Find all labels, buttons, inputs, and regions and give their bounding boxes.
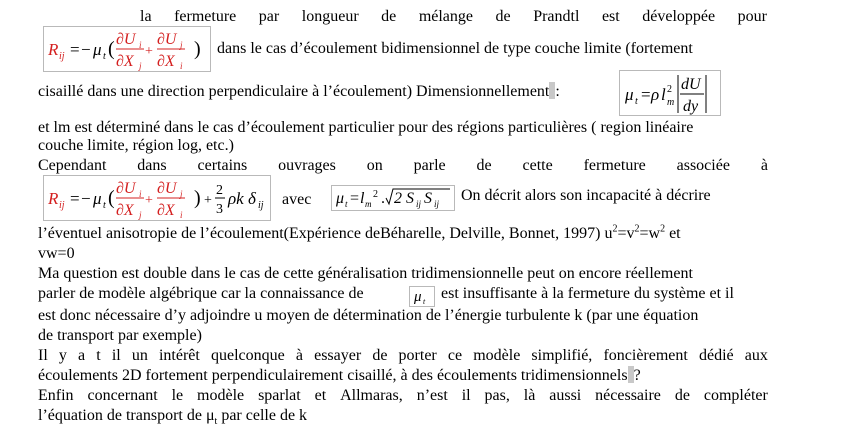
p5-line1-word: nécessaire bbox=[595, 387, 661, 404]
m-dU: dU bbox=[681, 76, 701, 93]
p4-line1-word: de bbox=[372, 347, 388, 364]
h-ij2: ij bbox=[434, 199, 440, 209]
p1-line4: et lm est déterminé dans le cas d’écoulement particulier pour des régions particulières ( region linéaire bbox=[38, 119, 694, 136]
p5-line1-word: concernant bbox=[87, 387, 158, 404]
svg-text:S: S bbox=[424, 190, 432, 207]
g-dXj: ∂X bbox=[116, 202, 134, 219]
m-dy: dy bbox=[683, 98, 699, 115]
f-mu: μ bbox=[93, 40, 102, 59]
p2-line1-word: de bbox=[476, 157, 492, 174]
p2-line3 bbox=[38, 224, 681, 244]
h-sq: 2 bbox=[373, 189, 378, 200]
m-m: m bbox=[667, 97, 675, 108]
m-rho: ρ bbox=[651, 85, 660, 104]
sup-v: 2 bbox=[634, 223, 640, 235]
f-paren-close: ) bbox=[194, 38, 201, 60]
p4-line1-word: porter bbox=[398, 347, 437, 364]
p5-line1-word: Allmaras, bbox=[340, 387, 403, 404]
h-2S: 2 S bbox=[394, 190, 414, 207]
p5-line1-word: pas, bbox=[484, 387, 510, 404]
m-eq: = bbox=[641, 85, 651, 104]
g-t: t bbox=[103, 200, 106, 211]
h-eq: = bbox=[350, 190, 360, 207]
p2-eq2: =w bbox=[639, 225, 661, 242]
g-mu: μ bbox=[93, 189, 102, 208]
g-plus2: + bbox=[204, 193, 212, 208]
p1-line1-word: Prandtl bbox=[533, 8, 580, 25]
f-dUj: ∂U bbox=[157, 31, 177, 48]
p1-line1-word: la bbox=[140, 8, 152, 25]
g-i2: i bbox=[180, 210, 183, 220]
p4-line1-word: quelconque bbox=[210, 347, 285, 364]
p4-line1-word: il bbox=[111, 347, 121, 364]
p4-line1 bbox=[38, 346, 768, 366]
p5-line1-word: n’est bbox=[416, 387, 448, 404]
h-mu: μ bbox=[336, 190, 345, 207]
f-j2: j bbox=[180, 40, 183, 50]
p5-line1-word: de bbox=[674, 387, 690, 404]
p5-line1-word: là bbox=[523, 387, 536, 404]
p3-line2b: est insuffisante à la fermeture du système et il bbox=[441, 285, 734, 302]
formula-reynolds-stress-2d bbox=[43, 26, 211, 72]
g-j1: j bbox=[139, 210, 142, 220]
p2-line1 bbox=[38, 156, 768, 176]
p5-line2-b: par celle de k bbox=[217, 407, 308, 424]
f-dUi: ∂U bbox=[116, 31, 136, 48]
i-t: t bbox=[423, 297, 426, 306]
g-dUj: ∂U bbox=[157, 180, 177, 197]
g-rhokdelta: ρk δ bbox=[228, 189, 256, 208]
g-plus: + bbox=[145, 193, 153, 208]
p2-line1-word: parle bbox=[413, 157, 446, 174]
p1-line3 bbox=[38, 82, 560, 102]
sup-u: 2 bbox=[612, 223, 618, 235]
p4-line1-word: foncièrement bbox=[603, 347, 688, 364]
p4-line1-word: y bbox=[58, 347, 67, 364]
p2-end: et bbox=[665, 225, 681, 242]
g-paren-open: ( bbox=[108, 187, 115, 209]
p1-line2: dans le cas d’écoulement bidimensionnel de type couche limite (fortement bbox=[217, 40, 693, 57]
g-ij: ij bbox=[59, 200, 65, 211]
f-plus: + bbox=[145, 44, 153, 59]
g-minus: − bbox=[81, 189, 91, 208]
g-paren-close: ) bbox=[194, 187, 201, 209]
p5-line1-word: modèle bbox=[197, 387, 245, 404]
p4-line1-word: essayer bbox=[314, 347, 362, 364]
p5-line1-word: le bbox=[171, 387, 184, 404]
f-t: t bbox=[103, 51, 106, 62]
p3-line4: de transport par exemple) bbox=[38, 327, 202, 344]
g-three: 3 bbox=[216, 202, 223, 217]
p4-line2-text: écoulements 2D fortement perpendiculairement cisaillé, à des écoulements tridimensionnels bbox=[38, 367, 628, 384]
p4-line1-word: un bbox=[131, 347, 148, 364]
formula-3d-svg bbox=[44, 176, 270, 220]
f-dXj: ∂X bbox=[116, 53, 134, 70]
p1-line1-word: de bbox=[495, 8, 511, 25]
p4-line1-word: t bbox=[96, 347, 101, 364]
p4-line1-word: intérêt bbox=[158, 347, 200, 364]
p5-line1-word: aussi bbox=[549, 387, 582, 404]
p1-line5: couche limite, région log, etc.) bbox=[38, 137, 234, 154]
formula-mut-svg bbox=[332, 186, 454, 210]
sup-w: 2 bbox=[660, 223, 666, 235]
f-eq: = bbox=[70, 40, 80, 59]
m-l: l bbox=[661, 85, 666, 104]
p2-line1-word: Cependant bbox=[38, 157, 107, 174]
g-eq: = bbox=[70, 189, 80, 208]
p4-line1-word: modèle bbox=[473, 347, 521, 364]
h-dot: . bbox=[381, 190, 385, 207]
f-minus: − bbox=[81, 40, 91, 59]
g-j2: j bbox=[180, 189, 183, 199]
p2-after-formula: On décrit alors son incapacité à décrire bbox=[461, 187, 711, 204]
p2-eq1: =v bbox=[617, 225, 635, 242]
p5-line1-word: Enfin bbox=[38, 387, 74, 404]
h-l: l bbox=[360, 190, 365, 207]
p5-line2-a: l’équation de transport de μ bbox=[38, 407, 215, 424]
formula-mut-inline bbox=[409, 286, 435, 307]
h-m: m bbox=[365, 199, 372, 209]
f-ij: ij bbox=[59, 51, 65, 62]
p4-line1-word: Il bbox=[38, 347, 48, 364]
p3-line3: est donc nécessaire d’y adjoindre u moyen de détermination de l’énergie turbulente k (par une équation bbox=[38, 307, 699, 324]
p2-line4: vw=0 bbox=[38, 245, 75, 262]
formula-mut-inline-svg bbox=[410, 287, 434, 306]
p2-line1-word: fermeture bbox=[583, 157, 646, 174]
p2-line1-word: certains bbox=[197, 157, 248, 174]
h-ij1: ij bbox=[416, 199, 422, 209]
g-i1: i bbox=[139, 189, 142, 199]
p4-line1-word: simplifié, bbox=[531, 347, 593, 364]
p1-line1-word: par bbox=[258, 8, 280, 25]
p1-line1-word: est bbox=[601, 8, 620, 25]
p2-line1-word: à bbox=[760, 157, 768, 174]
f-paren-open: ( bbox=[108, 38, 115, 60]
f-dXi: ∂X bbox=[157, 53, 175, 70]
formula-mut-3d bbox=[331, 185, 455, 211]
formula-reynolds-stress-3d bbox=[43, 175, 271, 221]
p4-line1-word: aux bbox=[744, 347, 768, 364]
f-R: R bbox=[48, 40, 59, 59]
p1-line3-text: cisaillé dans une direction perpendiculaire à l’écoulement) Dimensionnellement bbox=[38, 83, 550, 100]
m-mu: μ bbox=[625, 85, 634, 104]
p1-line1-word: fermeture bbox=[174, 8, 237, 25]
p4-line1-word: ce bbox=[447, 347, 463, 364]
g-dUi: ∂U bbox=[116, 180, 136, 197]
p1-line1-word: développée bbox=[642, 8, 716, 25]
g-dXi: ∂X bbox=[157, 202, 175, 219]
p1-line3-colon: : bbox=[555, 83, 560, 100]
p1-line1-word: longueur bbox=[301, 8, 359, 25]
p4-line2 bbox=[38, 366, 641, 386]
p5-line1-word: sparlat bbox=[258, 387, 301, 404]
p2-line1-word: ouvrages bbox=[278, 157, 336, 174]
formula-svg bbox=[44, 27, 210, 71]
p5-line1-word: compléter bbox=[703, 387, 768, 404]
p2-line3-text: l’éventuel anisotropie de l’écoulement(Expérience deBéharelle, Delville, Bonnet, 1997) u bbox=[38, 225, 613, 242]
p1-line1-word: pour bbox=[737, 8, 767, 25]
m-sq: 2 bbox=[667, 84, 672, 95]
f-i2: i bbox=[180, 61, 183, 71]
i-mu: μ bbox=[414, 289, 422, 305]
h-t: t bbox=[345, 199, 348, 209]
p2-avec: avec bbox=[282, 191, 312, 208]
p1-line1 bbox=[140, 7, 767, 27]
formula-mixing-length bbox=[619, 70, 721, 116]
p4-question: ? bbox=[633, 367, 641, 384]
g-ij2: ij bbox=[258, 200, 264, 211]
p5-line1-word: il bbox=[461, 387, 471, 404]
p4-line1-word: a bbox=[78, 347, 86, 364]
p3-line2a: parler de modèle algébrique car la connaissance de bbox=[38, 285, 364, 302]
f-i1: i bbox=[139, 40, 142, 50]
p1-line1-word: mélange bbox=[418, 8, 474, 25]
p2-line1-word: dans bbox=[137, 157, 167, 174]
p3-line1: Ma question est double dans le cas de cette généralisation tridimensionnelle peut on encore réellement bbox=[38, 265, 693, 282]
g-two: 2 bbox=[216, 183, 223, 198]
p5-line1-word: et bbox=[314, 387, 327, 404]
f-j1: j bbox=[139, 61, 142, 71]
p2-line1-word: associée bbox=[676, 157, 730, 174]
p2-line1-word: on bbox=[366, 157, 383, 174]
p2-line1-word: cette bbox=[522, 157, 553, 174]
p5-line1 bbox=[38, 386, 768, 406]
p4-line1-word: dédié bbox=[698, 347, 734, 364]
p5-line2 bbox=[38, 406, 307, 426]
p1-line1-word: de bbox=[381, 8, 397, 25]
g-R: R bbox=[48, 189, 59, 208]
formula-mixing-svg bbox=[620, 71, 720, 115]
p5-sub-t: t bbox=[214, 416, 218, 428]
m-t: t bbox=[635, 96, 638, 107]
p4-line1-word: à bbox=[295, 347, 303, 364]
